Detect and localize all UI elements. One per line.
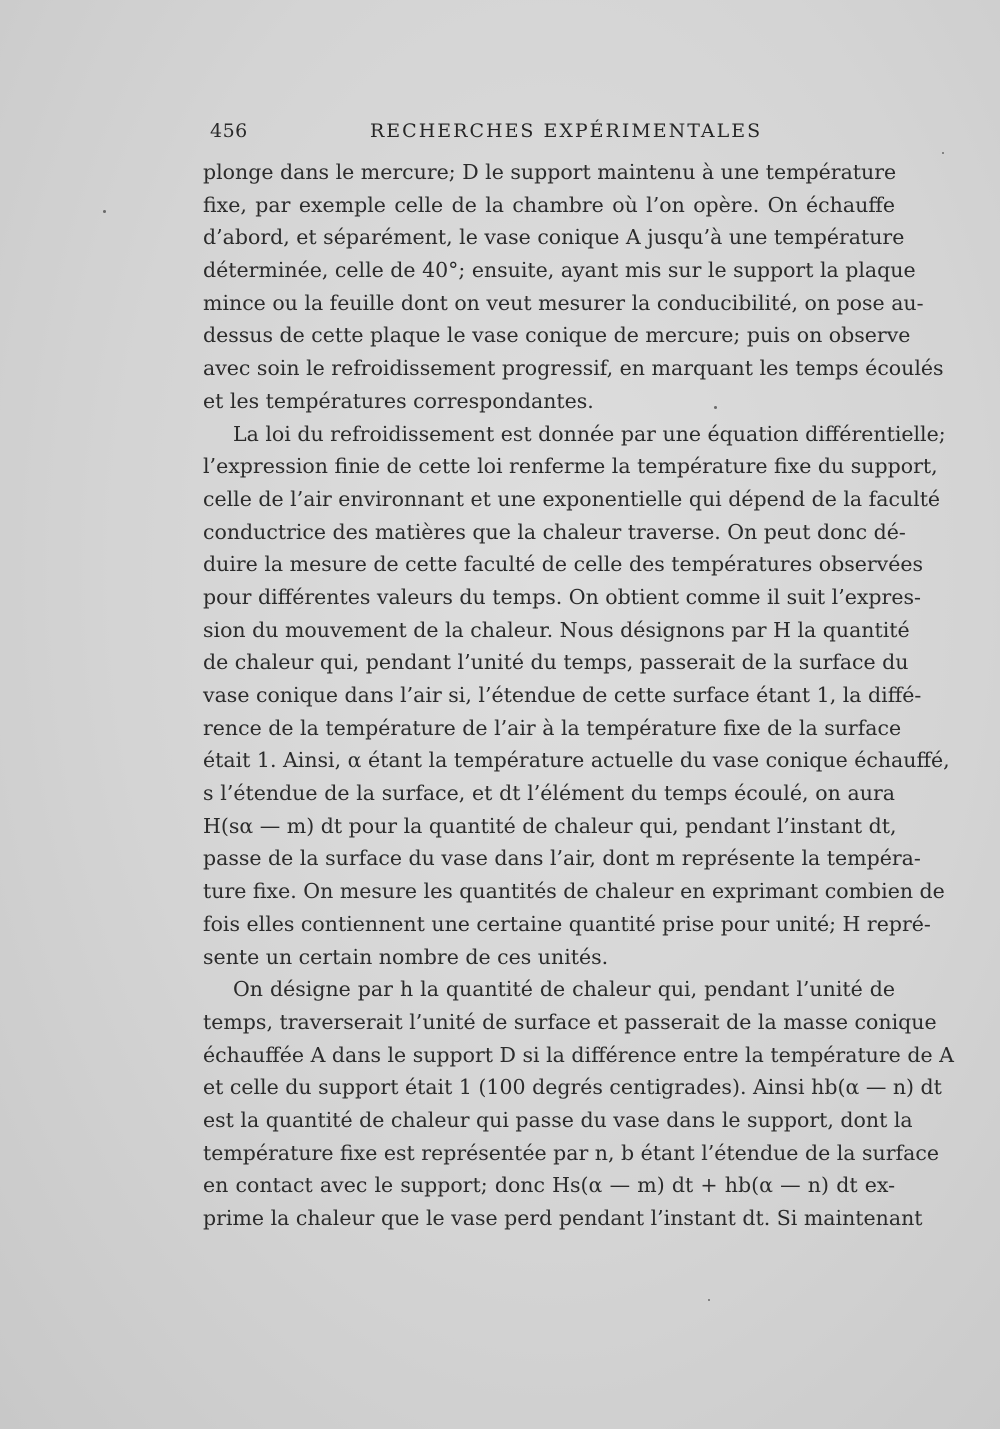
- text-line: s l’étendue de la surface, et dt l’élément du temps écoulé, on aura: [203, 781, 895, 806]
- text-line: conductrice des matières que la chaleur traverse. On peut donc dé-: [203, 519, 906, 544]
- paper-speck: [714, 406, 717, 409]
- text-line: et celle du support était 1 (100 degrés centigrades). Ainsi hb(α — n) dt: [203, 1075, 942, 1100]
- text-line: pour différentes valeurs du temps. On obtient comme il suit l’expres-: [203, 584, 921, 609]
- paragraph-3: [203, 973, 954, 1235]
- text-line: duire la mesure de cette faculté de celle des températures observées: [203, 552, 924, 577]
- text-line: et les températures correspondantes.: [203, 388, 594, 413]
- text-line: de chaleur qui, pendant l’unité du temps, passerait de la surface du: [203, 650, 909, 675]
- paragraph-1: [203, 156, 944, 418]
- running-title: RECHERCHES EXPÉRIMENTALES: [370, 120, 763, 142]
- text-line: passe de la surface du vase dans l’air, dont m représente la tempéra-: [203, 846, 921, 871]
- paper-speck: [103, 210, 106, 213]
- text-line: ture fixe. On mesure les quantités de chaleur en exprimant combien de: [203, 879, 945, 904]
- page-header: [210, 120, 894, 150]
- text-line: mince ou la feuille dont on veut mesurer la conducibilité, on pose au-: [203, 290, 924, 315]
- text-line: temps, traverserait l’unité de surface et passerait de la masse conique: [203, 1009, 937, 1034]
- text-line: On désigne par h la quantité de chaleur qui, pendant l’unité de: [233, 977, 895, 1002]
- text-line: déterminée, celle de 40°; ensuite, ayant mis sur le support la plaque: [203, 258, 916, 283]
- text-line: sente un certain nombre de ces unités.: [203, 944, 609, 969]
- text-line: dessus de cette plaque le vase conique de mercure; puis on observe: [203, 323, 911, 348]
- text-line: plonge dans le mercure; D le support maintenu à une température: [203, 160, 897, 184]
- body-text: [203, 156, 954, 1235]
- text-line: en contact avec le support; donc Hs(α — m) dt + hb(α — n) dt ex-: [203, 1173, 895, 1198]
- page-number: 456: [210, 120, 248, 142]
- text-line: était 1. Ainsi, α étant la température actuelle du vase conique échauffé,: [203, 748, 950, 773]
- text-line: H(sα — m) dt pour la quantité de chaleur qui, pendant l’instant dt,: [203, 813, 897, 838]
- text-line: l’expression finie de cette loi renferme la température fixe du support,: [203, 454, 938, 479]
- text-line: La loi du refroidissement est donnée par une équation différentielle;: [233, 421, 946, 446]
- paper-speck: [942, 152, 944, 154]
- text-line: est la quantité de chaleur qui passe du vase dans le support, dont la: [203, 1107, 913, 1132]
- text-line: avec soin le refroidissement progressif, en marquant les temps écoulés: [203, 356, 944, 381]
- text-line: rence de la température de l’air à la température fixe de la surface: [203, 715, 902, 740]
- text-line: d’abord, et séparément, le vase conique A jusqu’à une température: [203, 225, 905, 250]
- paper-speck: [708, 1299, 710, 1301]
- paragraph-2: [203, 418, 950, 974]
- text-line: prime la chaleur que le vase perd pendant l’instant dt. Si maintenant: [203, 1206, 923, 1230]
- text-line: celle de l’air environnant et une exponentielle qui dépend de la faculté: [203, 486, 941, 511]
- text-line: échauffée A dans le support D si la différence entre la température de A: [203, 1042, 954, 1067]
- text-line: température fixe est représentée par n, b étant l’étendue de la surface: [203, 1140, 939, 1165]
- text-line: vase conique dans l’air si, l’étendue de cette surface étant 1, la diffé-: [203, 683, 922, 707]
- text-line: fixe, par exemple celle de la chambre où l’on opère. On échauffe: [203, 192, 895, 217]
- text-line: sion du mouvement de la chaleur. Nous désignons par H la quantité: [203, 617, 910, 642]
- text-line: fois elles contiennent une certaine quantité prise pour unité; H repré-: [203, 911, 931, 936]
